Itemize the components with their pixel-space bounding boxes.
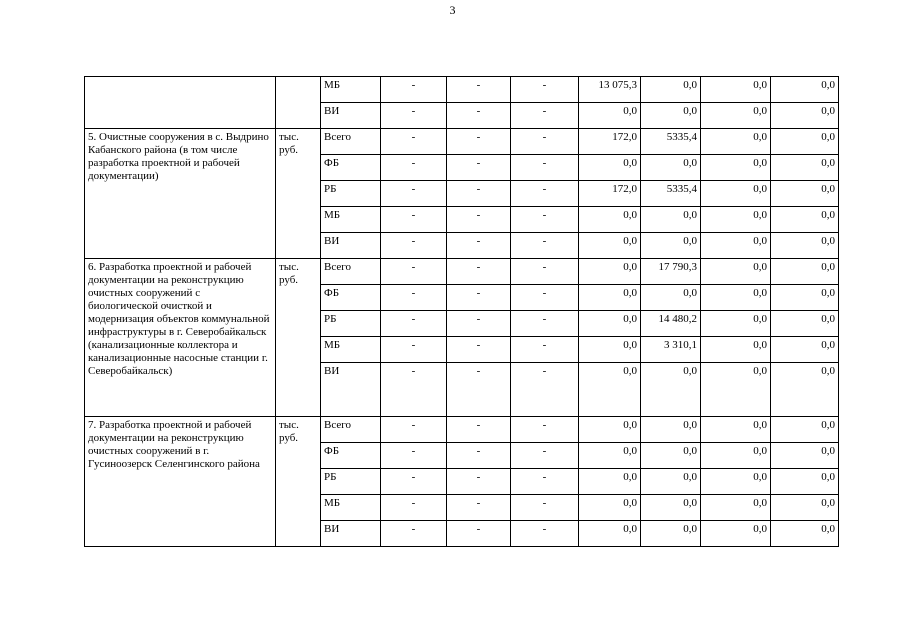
value-2-cell: 17 790,3 (641, 259, 701, 285)
unit-cell: тыс. руб. (276, 129, 321, 259)
budget-table (84, 76, 839, 547)
value-4-cell: 0,0 (771, 207, 839, 233)
value-2-cell: 0,0 (641, 363, 701, 417)
col-2-cell: - (447, 233, 511, 259)
value-1-cell: 0,0 (579, 311, 641, 337)
table-row (85, 77, 839, 103)
value-3-cell: 0,0 (701, 207, 771, 233)
value-1-cell: 0,0 (579, 207, 641, 233)
col-1-cell: - (381, 233, 447, 259)
value-4-cell: 0,0 (771, 469, 839, 495)
col-1-cell: - (381, 311, 447, 337)
value-2-cell: 14 480,2 (641, 311, 701, 337)
value-1-cell: 0,0 (579, 155, 641, 181)
value-4-cell: 0,0 (771, 181, 839, 207)
value-2-cell: 0,0 (641, 103, 701, 129)
value-4-cell: 0,0 (771, 259, 839, 285)
value-3-cell: 0,0 (701, 443, 771, 469)
col-1-cell: - (381, 103, 447, 129)
value-4-cell: 0,0 (771, 443, 839, 469)
col-2-cell: - (447, 207, 511, 233)
value-4-cell: 0,0 (771, 155, 839, 181)
value-3-cell: 0,0 (701, 363, 771, 417)
col-1-cell: - (381, 207, 447, 233)
table-row (85, 129, 839, 155)
value-2-cell: 0,0 (641, 443, 701, 469)
value-3-cell: 0,0 (701, 259, 771, 285)
col-2-cell: - (447, 77, 511, 103)
measure-name-cell: 7. Разработка проектной и рабочей документации на реконструкцию очистных сооружений в г. Гусиноозерск Селенгинского района (85, 417, 276, 547)
value-1-cell: 0,0 (579, 469, 641, 495)
value-3-cell: 0,0 (701, 285, 771, 311)
value-2-cell: 5335,4 (641, 129, 701, 155)
col-2-cell: - (447, 469, 511, 495)
col-1-cell: - (381, 469, 447, 495)
col-1-cell: - (381, 337, 447, 363)
value-3-cell: 0,0 (701, 469, 771, 495)
page-number: 3 (449, 3, 456, 17)
col-1-cell: - (381, 77, 447, 103)
source-cell: Всего (321, 259, 381, 285)
value-4-cell: 0,0 (771, 77, 839, 103)
col-2-cell: - (447, 337, 511, 363)
value-4-cell: 0,0 (771, 285, 839, 311)
value-4-cell: 0,0 (771, 337, 839, 363)
value-4-cell: 0,0 (771, 129, 839, 155)
col-1-cell: - (381, 417, 447, 443)
col-2-cell: - (447, 311, 511, 337)
value-1-cell: 0,0 (579, 363, 641, 417)
value-4-cell: 0,0 (771, 233, 839, 259)
source-cell: РБ (321, 181, 381, 207)
value-4-cell: 0,0 (771, 103, 839, 129)
value-2-cell: 0,0 (641, 521, 701, 547)
value-1-cell: 0,0 (579, 417, 641, 443)
value-1-cell: 172,0 (579, 181, 641, 207)
source-cell: ФБ (321, 443, 381, 469)
source-cell: МБ (321, 495, 381, 521)
col-3-cell: - (511, 233, 579, 259)
measure-name-cell: 5. Очистные сооружения в с. Выдрино Кабанского района (в том числе разработка проектной и рабочей документации) (85, 129, 276, 259)
col-1-cell: - (381, 129, 447, 155)
col-3-cell: - (511, 337, 579, 363)
col-3-cell: - (511, 363, 579, 417)
value-2-cell: 0,0 (641, 495, 701, 521)
source-cell: ВИ (321, 233, 381, 259)
measure-name-cell: 6. Разработка проектной и рабочей документации на реконструкцию очистных сооружений с биологической очисткой и модернизация объектов коммунальной инфраструктуры в г. Северобайкальск (канализационные коллектора и канализационные насосные станции г. Северобайкальск) (85, 259, 276, 417)
source-cell: МБ (321, 77, 381, 103)
col-3-cell: - (511, 129, 579, 155)
value-2-cell: 0,0 (641, 285, 701, 311)
col-1-cell: - (381, 259, 447, 285)
col-3-cell: - (511, 311, 579, 337)
value-3-cell: 0,0 (701, 129, 771, 155)
measure-name-cell (85, 77, 276, 129)
value-1-cell: 13 075,3 (579, 77, 641, 103)
value-3-cell: 0,0 (701, 521, 771, 547)
col-1-cell: - (381, 363, 447, 417)
col-1-cell: - (381, 495, 447, 521)
source-cell: РБ (321, 311, 381, 337)
value-3-cell: 0,0 (701, 77, 771, 103)
col-2-cell: - (447, 181, 511, 207)
value-2-cell: 0,0 (641, 155, 701, 181)
value-1-cell: 0,0 (579, 259, 641, 285)
col-3-cell: - (511, 181, 579, 207)
value-1-cell: 0,0 (579, 103, 641, 129)
source-cell: МБ (321, 337, 381, 363)
value-2-cell: 0,0 (641, 417, 701, 443)
source-cell: РБ (321, 469, 381, 495)
col-3-cell: - (511, 495, 579, 521)
value-1-cell: 0,0 (579, 285, 641, 311)
col-2-cell: - (447, 259, 511, 285)
col-1-cell: - (381, 285, 447, 311)
value-3-cell: 0,0 (701, 495, 771, 521)
value-3-cell: 0,0 (701, 155, 771, 181)
col-3-cell: - (511, 207, 579, 233)
col-2-cell: - (447, 363, 511, 417)
value-1-cell: 0,0 (579, 521, 641, 547)
source-cell: Всего (321, 129, 381, 155)
table-body (85, 77, 839, 547)
col-3-cell: - (511, 469, 579, 495)
col-2-cell: - (447, 521, 511, 547)
source-cell: ВИ (321, 103, 381, 129)
value-4-cell: 0,0 (771, 417, 839, 443)
col-3-cell: - (511, 417, 579, 443)
value-2-cell: 0,0 (641, 469, 701, 495)
col-1-cell: - (381, 181, 447, 207)
table-row (85, 259, 839, 285)
value-2-cell: 3 310,1 (641, 337, 701, 363)
col-2-cell: - (447, 129, 511, 155)
col-3-cell: - (511, 443, 579, 469)
value-1-cell: 0,0 (579, 233, 641, 259)
table-row (85, 417, 839, 443)
col-2-cell: - (447, 443, 511, 469)
value-2-cell: 0,0 (641, 77, 701, 103)
col-1-cell: - (381, 521, 447, 547)
col-3-cell: - (511, 521, 579, 547)
value-1-cell: 172,0 (579, 129, 641, 155)
value-3-cell: 0,0 (701, 181, 771, 207)
col-3-cell: - (511, 77, 579, 103)
value-1-cell: 0,0 (579, 337, 641, 363)
col-3-cell: - (511, 285, 579, 311)
value-4-cell: 0,0 (771, 363, 839, 417)
source-cell: ФБ (321, 155, 381, 181)
col-3-cell: - (511, 155, 579, 181)
value-4-cell: 0,0 (771, 521, 839, 547)
value-1-cell: 0,0 (579, 495, 641, 521)
unit-cell: тыс. руб. (276, 417, 321, 547)
col-3-cell: - (511, 259, 579, 285)
value-3-cell: 0,0 (701, 417, 771, 443)
value-2-cell: 0,0 (641, 233, 701, 259)
source-cell: ВИ (321, 363, 381, 417)
value-3-cell: 0,0 (701, 233, 771, 259)
col-2-cell: - (447, 285, 511, 311)
col-2-cell: - (447, 103, 511, 129)
col-2-cell: - (447, 417, 511, 443)
value-3-cell: 0,0 (701, 103, 771, 129)
value-4-cell: 0,0 (771, 311, 839, 337)
value-3-cell: 0,0 (701, 311, 771, 337)
unit-cell: тыс. руб. (276, 259, 321, 417)
unit-cell (276, 77, 321, 129)
value-3-cell: 0,0 (701, 337, 771, 363)
value-2-cell: 5335,4 (641, 181, 701, 207)
source-cell: ФБ (321, 285, 381, 311)
value-2-cell: 0,0 (641, 207, 701, 233)
value-1-cell: 0,0 (579, 443, 641, 469)
col-2-cell: - (447, 495, 511, 521)
source-cell: ВИ (321, 521, 381, 547)
source-cell: МБ (321, 207, 381, 233)
col-1-cell: - (381, 443, 447, 469)
source-cell: Всего (321, 417, 381, 443)
col-2-cell: - (447, 155, 511, 181)
col-1-cell: - (381, 155, 447, 181)
col-3-cell: - (511, 103, 579, 129)
value-4-cell: 0,0 (771, 495, 839, 521)
